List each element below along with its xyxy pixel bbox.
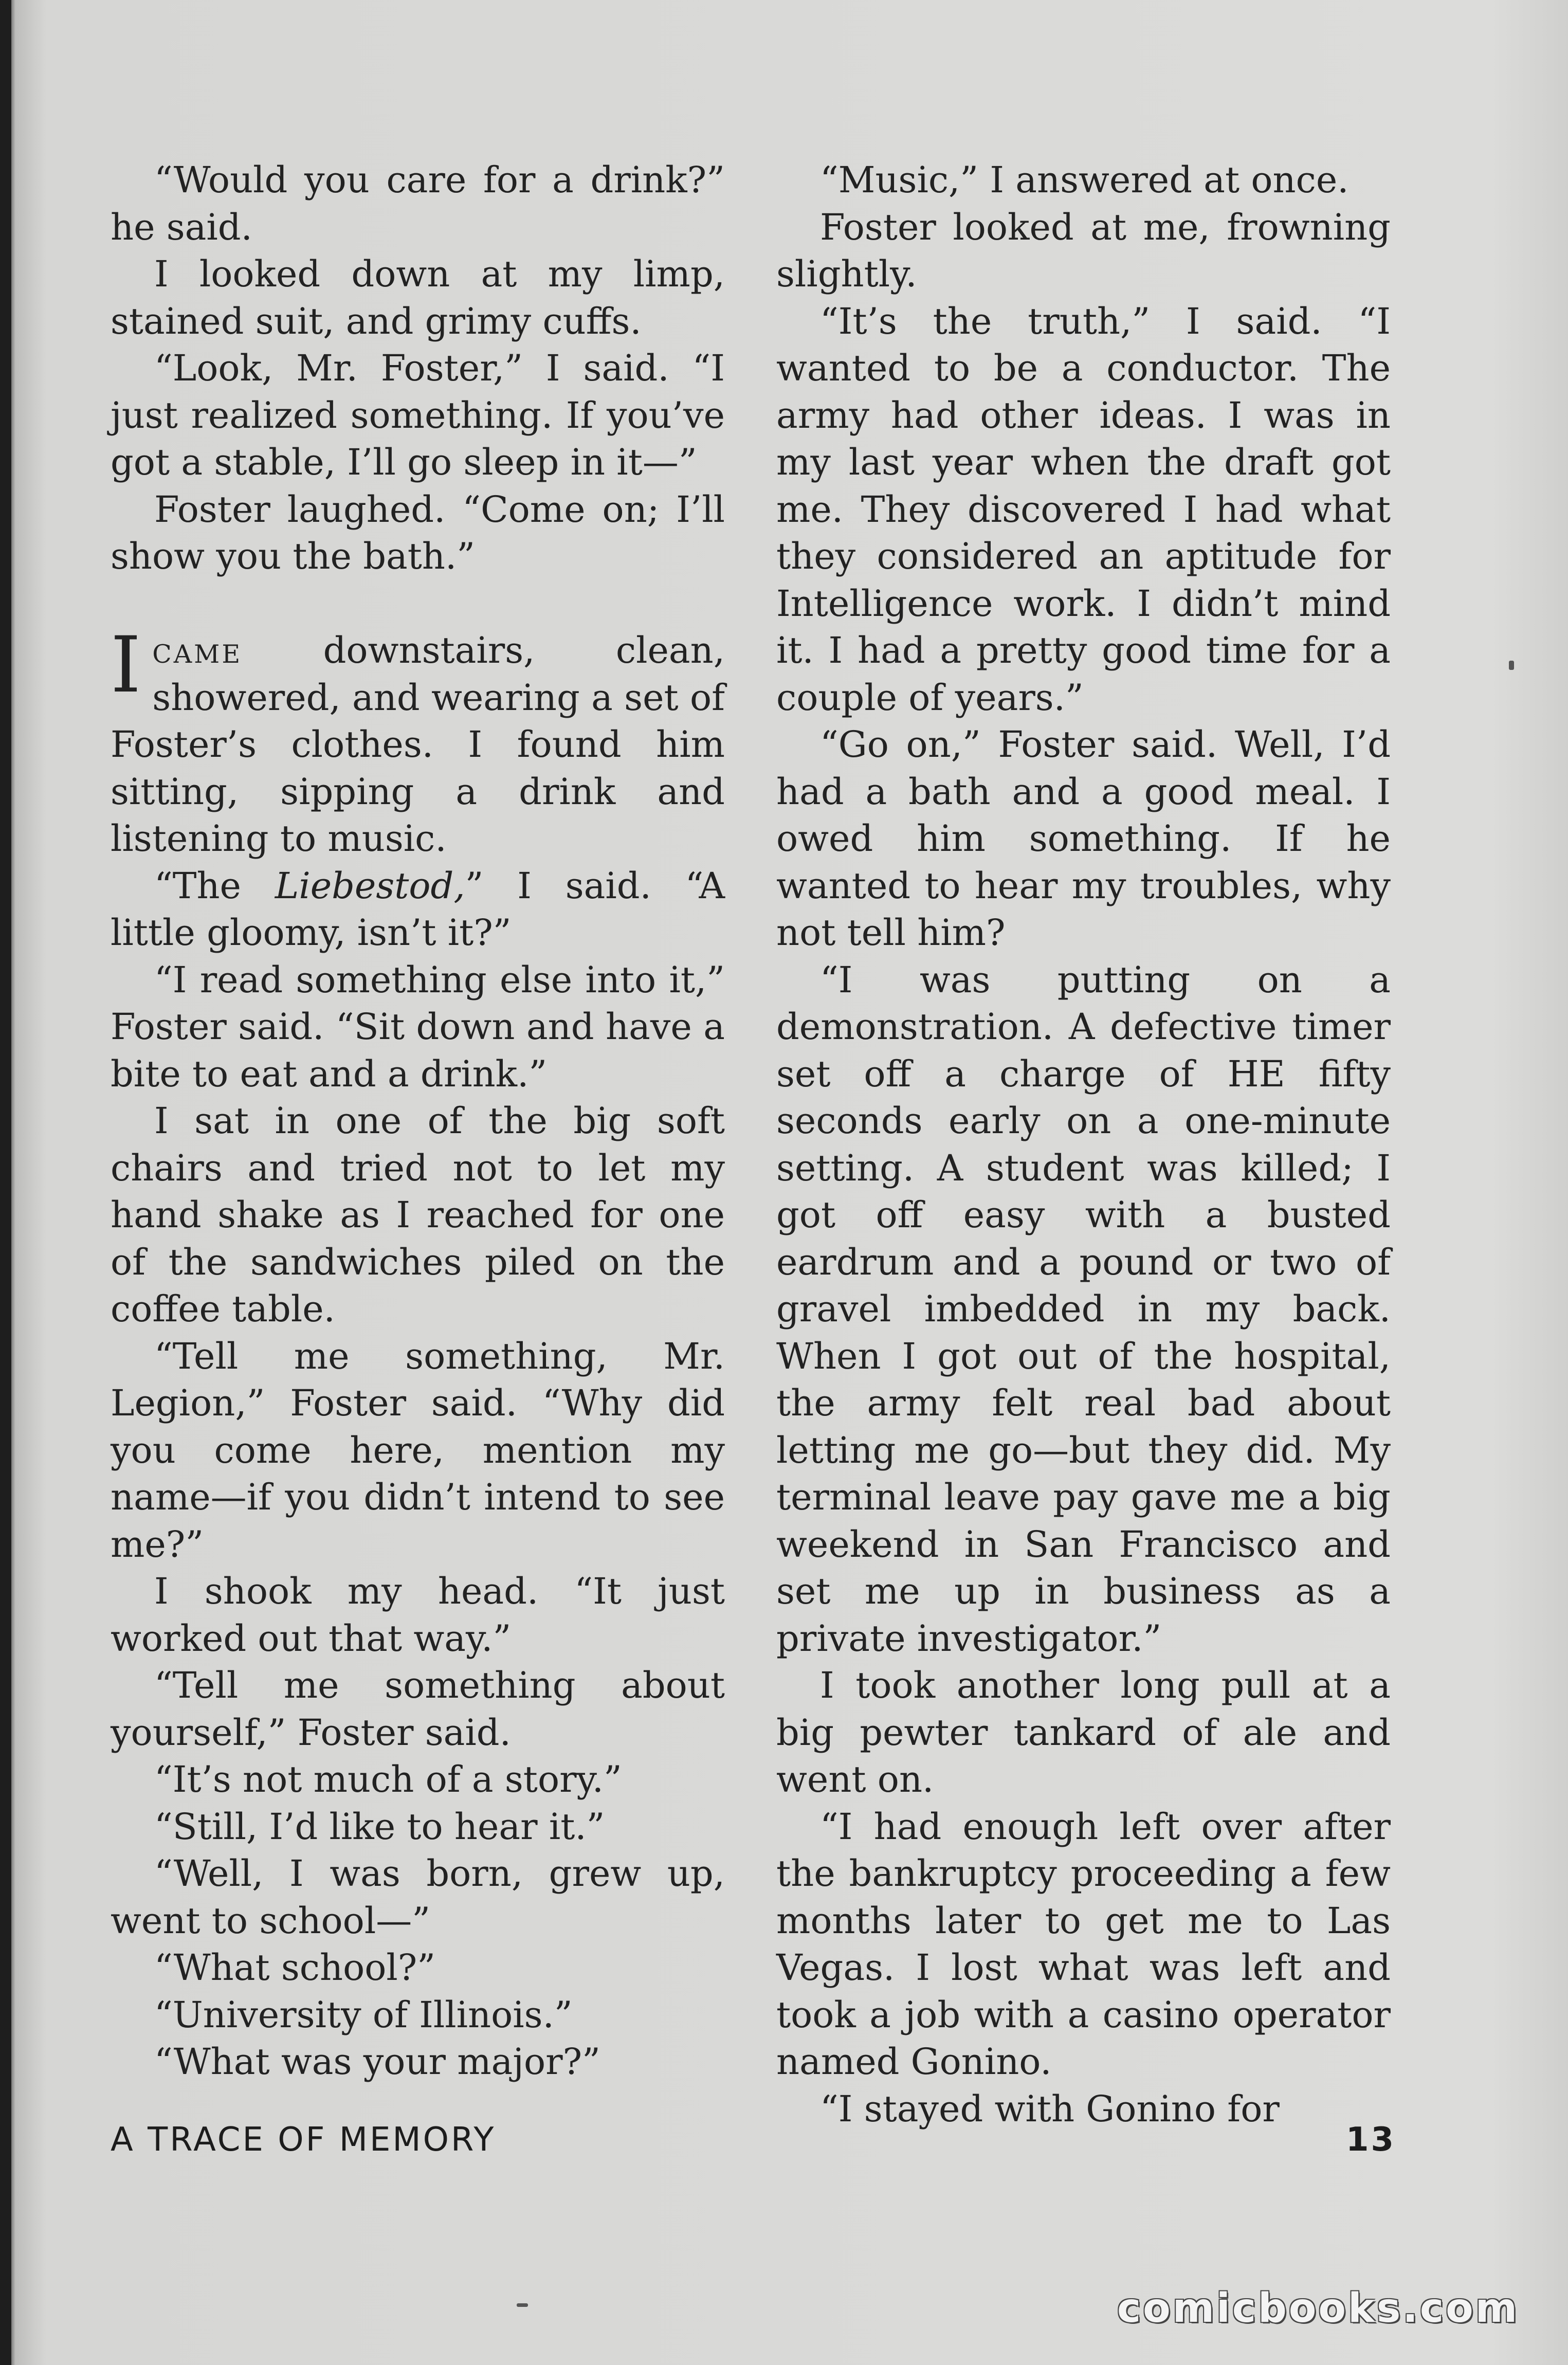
right-text-column (776, 157, 1391, 2133)
paragraph-liebestod (111, 863, 725, 957)
paragraph: Foster laughed. “Come on; I’ll show you the bath.” (111, 488, 725, 577)
left-text-column (111, 157, 725, 2086)
drop-cap: I (111, 621, 141, 710)
paragraph: I sat in one of the big soft chairs and tried not to let my hand shake as I reached for one of the sandwiches piled on the coffee table. (111, 1100, 725, 1330)
paragraph: I took another long pull at a big pewter tankard of ale and went on. (776, 1664, 1391, 1800)
paragraph: “Look, Mr. Foster,” I said. “I just realized something. If you’ve got a stable, I’ll go sleep in it—” (111, 347, 725, 483)
paragraph: “I read something else into it,” Foster said. “Sit down and have a bite to eat and a drink.” (111, 958, 725, 1095)
paragraph: “I stayed with Gonino for (820, 2087, 1280, 2130)
paragraph: Foster looked at me, frowning slightly. (776, 206, 1391, 295)
print-speck (517, 2303, 528, 2307)
paragraph: “What was your major?” (154, 2041, 600, 2083)
paragraph: “It’s not much of a story.” (154, 1758, 622, 1800)
paragraph: “I was putting on a demonstration. A defective timer set off a charge of HE fifty seconds early on a one-minute setting. A student was killed; I got off easy with a busted eardrum and a pound or two of gravel imbedded in my back. When I got out of the hospital, the army felt real bad about letting me go—but they did. My terminal leave pay gave me a big weekend in San Francisco and set me up in business as a private investigator.” (776, 958, 1391, 1660)
section-opening-paragraph (111, 621, 725, 863)
paragraph: I shook my head. “It just worked out that way.” (111, 1570, 725, 1660)
paragraph: I looked down at my limp, stained suit, and grimy cuffs. (111, 253, 725, 342)
site-watermark: comicbooks.com (1117, 2285, 1519, 2332)
paragraph: “Well, I was born, grew up, went to school—” (111, 1852, 725, 1942)
paragraph: “What school?” (154, 1946, 436, 1989)
paragraph: “University of Illinois.” (154, 1993, 573, 2036)
text-run: “The (154, 864, 275, 907)
paragraph: “Go on,” Foster said. Well, I’d had a bath and a good meal. I owed him something. If he wanted to hear my troubles, why not tell him? (776, 723, 1391, 954)
paragraph: “Music,” I answered at once. (820, 159, 1349, 201)
paragraph: “Tell me something about yourself,” Foster said. (111, 1664, 725, 1754)
paragraph: “Still, I’d like to hear it.” (154, 1805, 605, 1848)
paragraph: “I had enough left over after the bankruptcy proceeding a few months later to get me to Las Vegas. I lost what was left and took a job with a casino operator named Gonino. (776, 1805, 1391, 2083)
page-number: 13 (1345, 2121, 1396, 2159)
italic-title: Liebestod, (275, 864, 465, 907)
running-title: A TRACE OF MEMORY (111, 2121, 496, 2159)
section-opening-text: downstairs, clean, showered, and wearing a set of Foster’s clothes. I found him sitting, sipping a drink and listening to music. (111, 629, 725, 860)
small-caps-lead: came (152, 629, 243, 671)
text-run: ” I said. “A little gloomy, isn’t it?” (111, 864, 725, 954)
book-spine-edge (0, 0, 11, 2365)
page-footer (111, 2121, 1396, 2167)
paragraph: “Would you care for a drink?” he said. (111, 159, 725, 248)
print-speck (1509, 661, 1514, 670)
paragraph: “Tell me something, Mr. Legion,” Foster said. “Why did you come here, mention my name—if you didn’t intend to see me?” (111, 1335, 725, 1566)
paragraph: “It’s the truth,” I said. “I wanted to be a conductor. The army had other ideas. I was in my last year when the draft got me. They discovered I had what they considered an aptitude for Intelligence work. I didn’t mind it. I had a pretty good time for a couple of years.” (776, 300, 1391, 719)
